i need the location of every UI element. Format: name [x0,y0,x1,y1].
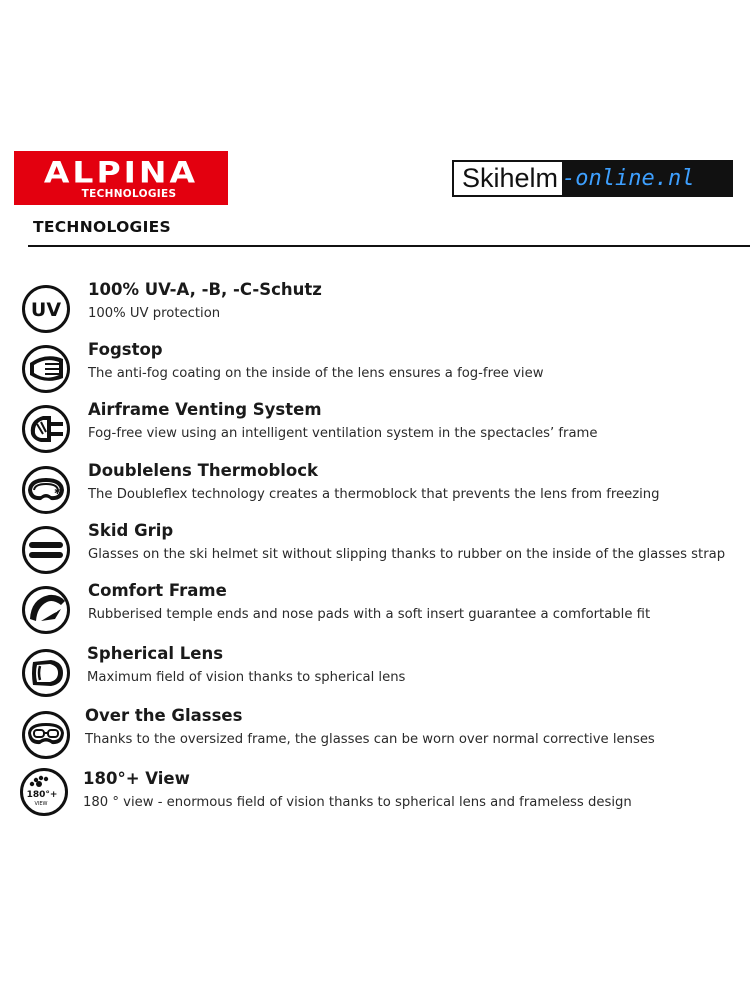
view-180-icon [19,767,69,817]
feature-item [0,400,750,460]
shop-name-part1: Skihelm [454,162,562,195]
feature-description: The Doubleflex technology creates a thermoblock that prevents the lens from freezing [88,487,660,502]
feature-title: Comfort Frame [88,581,227,600]
shop-logo [452,160,733,197]
feature-title: Fogstop [88,340,163,359]
section-title: TECHNOLOGIES [33,218,171,236]
feature-description: Thanks to the oversized frame, the glasses can be worn over normal corrective lenses [85,732,655,747]
feature-item [0,706,750,766]
airframe-venting-icon [21,404,71,454]
uv-icon [21,284,71,334]
feature-description: 180 ° view - enormous field of vision thanks to spherical lens and frameless design [83,795,632,810]
view-180-icon-text: 180°+ [26,790,58,800]
feature-title: Doublelens Thermoblock [88,461,319,480]
skid-grip-icon [21,525,71,575]
feature-item [0,644,750,704]
feature-description: Maximum field of vision thanks to spherical lens [87,670,406,685]
feature-title: 180°+ View [83,769,190,788]
alpina-logo [14,151,228,205]
fogstop-icon [21,344,71,394]
spherical-lens-icon [21,648,71,698]
doublelens-icon [21,465,71,515]
feature-item [0,280,750,340]
feature-title: Over the Glasses [85,706,243,725]
feature-item [0,581,750,641]
feature-title: Spherical Lens [87,644,224,663]
feature-description: 100% UV protection [88,306,221,321]
over-glasses-icon [21,710,71,760]
feature-item [0,521,750,581]
feature-item [0,461,750,521]
alpina-brand-name: ALPINA [43,155,199,190]
svg-text:✱: ✱ [54,487,61,496]
alpina-brand-subtitle: TECHNOLOGIES [81,188,177,200]
feature-title: Airframe Venting System [88,400,322,419]
view-180-icon-caption: VIEW [34,801,48,807]
feature-description: Fog-free view using an intelligent ventilation system in the spectacles’ frame [88,426,598,441]
comfort-frame-icon [21,585,71,635]
feature-title: 100% UV-A, -B, -C-Schutz [88,280,322,299]
feature-description: Glasses on the ski helmet sit without slipping thanks to rubber on the inside of the glasses strap [88,547,726,562]
feature-item [0,769,750,829]
divider [28,245,750,247]
feature-title: Skid Grip [88,521,174,540]
feature-description: Rubberised temple ends and nose pads with a soft insert guarantee a comfortable fit [88,607,651,622]
feature-item [0,340,750,400]
svg-text:UV: UV [30,299,62,321]
shop-name-part2: -online.nl [562,162,731,195]
feature-description: The anti-fog coating on the inside of the lens ensures a fog-free view [88,366,544,381]
